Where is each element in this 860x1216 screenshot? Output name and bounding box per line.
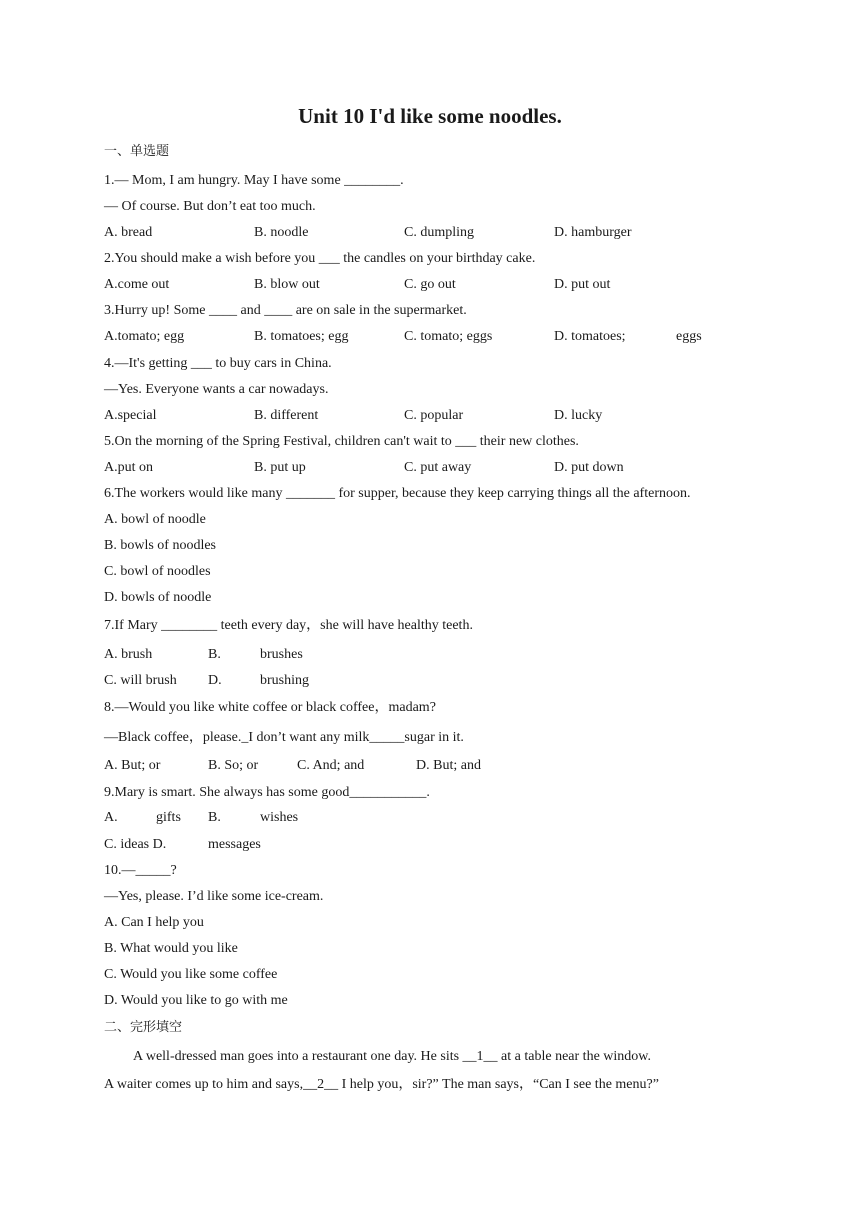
- section-heading-single-choice: 一、单选题: [104, 144, 170, 159]
- option-d: D. tomatoes;: [554, 329, 626, 344]
- option-a: A.special: [104, 408, 157, 423]
- question-8-reply: —Black coffee，please._I don’t want any milk_____sugar in it.: [104, 730, 464, 745]
- option-c-d: C. ideas D.: [104, 837, 167, 852]
- question-6-option-d: D. bowls of noodle: [104, 590, 212, 605]
- option-b: B. put up: [254, 460, 306, 475]
- option-a-text: gifts: [156, 810, 181, 825]
- question-10-reply: —Yes, please. I’d like some ice-cream.: [104, 889, 324, 904]
- option-d: D. put out: [554, 277, 611, 292]
- option-c: C. dumpling: [404, 225, 475, 240]
- question-5-stem: 5.On the morning of the Spring Festival, children can't wait to ___ their new clothes.: [104, 434, 579, 449]
- option-a: A.come out: [104, 277, 170, 292]
- option-c: C. go out: [404, 277, 456, 292]
- question-1-stem: 1.— Mom, I am hungry. May I have some ________.: [104, 173, 404, 188]
- option-d: D. But; and: [416, 758, 481, 773]
- option-b-text: wishes: [260, 810, 299, 825]
- question-6-option-c: C. bowl of noodles: [104, 564, 211, 579]
- option-d-text: brushing: [260, 673, 309, 688]
- option-d-text: messages: [208, 837, 261, 852]
- question-10-stem: 10.—_____?: [104, 863, 177, 878]
- option-b: B. different: [254, 408, 319, 423]
- option-b-letter: B.: [208, 647, 221, 662]
- question-10-option-a: A. Can I help you: [104, 915, 204, 930]
- question-9-stem: 9.Mary is smart. She always has some good___________.: [104, 785, 430, 800]
- option-a-letter: A.: [104, 810, 118, 825]
- option-a: A. brush: [104, 647, 153, 662]
- option-b-text: brushes: [260, 647, 303, 662]
- passage-line-1: A well-dressed man goes into a restaurant one day. He sits __1__ at a table near the window.: [133, 1049, 651, 1064]
- option-c: C. will brush: [104, 673, 177, 688]
- section-heading-cloze: 二、完形填空: [104, 1020, 183, 1035]
- option-d-continued: eggs: [676, 329, 702, 344]
- option-d-letter: D.: [208, 673, 222, 688]
- question-6-stem: 6.The workers would like many _______ for supper, because they keep carrying things all the afternoon.: [104, 486, 691, 501]
- option-b: B. noodle: [254, 225, 309, 240]
- question-6-option-b: B. bowls of noodles: [104, 538, 216, 553]
- option-c: C. popular: [404, 408, 464, 423]
- question-6-option-a: A. bowl of noodle: [104, 512, 206, 527]
- option-d: D. lucky: [554, 408, 603, 423]
- question-10-option-b: B. What would you like: [104, 941, 238, 956]
- question-10-option-c: C. Would you like some coffee: [104, 967, 278, 982]
- option-d: D. hamburger: [554, 225, 632, 240]
- question-8-stem: 8.—Would you like white coffee or black coffee，madam?: [104, 700, 436, 715]
- question-3-stem: 3.Hurry up! Some ____ and ____ are on sale in the supermarket.: [104, 303, 467, 318]
- option-b: B. blow out: [254, 277, 320, 292]
- option-b: B. tomatoes; egg: [254, 329, 349, 344]
- option-a: A. bread: [104, 225, 153, 240]
- page-title: Unit 10 I'd like some noodles.: [298, 104, 562, 128]
- question-4-stem: 4.—It's getting ___ to buy cars in China.: [104, 356, 332, 371]
- option-a: A.put on: [104, 460, 153, 475]
- question-7-stem: 7.If Mary ________ teeth every day，she will have healthy teeth.: [104, 618, 473, 633]
- question-10-option-d: D. Would you like to go with me: [104, 993, 288, 1008]
- option-c: C. tomato; eggs: [404, 329, 493, 344]
- option-a: A. But; or: [104, 758, 161, 773]
- option-b-letter: B.: [208, 810, 221, 825]
- passage-line-2: A waiter comes up to him and says,__2__ I help you，sir?” The man says，“Can I see the menu?”: [104, 1077, 659, 1092]
- option-c: C. And; and: [297, 758, 365, 773]
- option-b: B. So; or: [208, 758, 259, 773]
- option-c: C. put away: [404, 460, 472, 475]
- question-4-reply: —Yes. Everyone wants a car nowadays.: [104, 382, 329, 397]
- option-a: A.tomato; egg: [104, 329, 185, 344]
- question-2-stem: 2.You should make a wish before you ___ the candles on your birthday cake.: [104, 251, 536, 266]
- question-1-reply: — Of course. But don’t eat too much.: [104, 199, 316, 214]
- option-d: D. put down: [554, 460, 624, 475]
